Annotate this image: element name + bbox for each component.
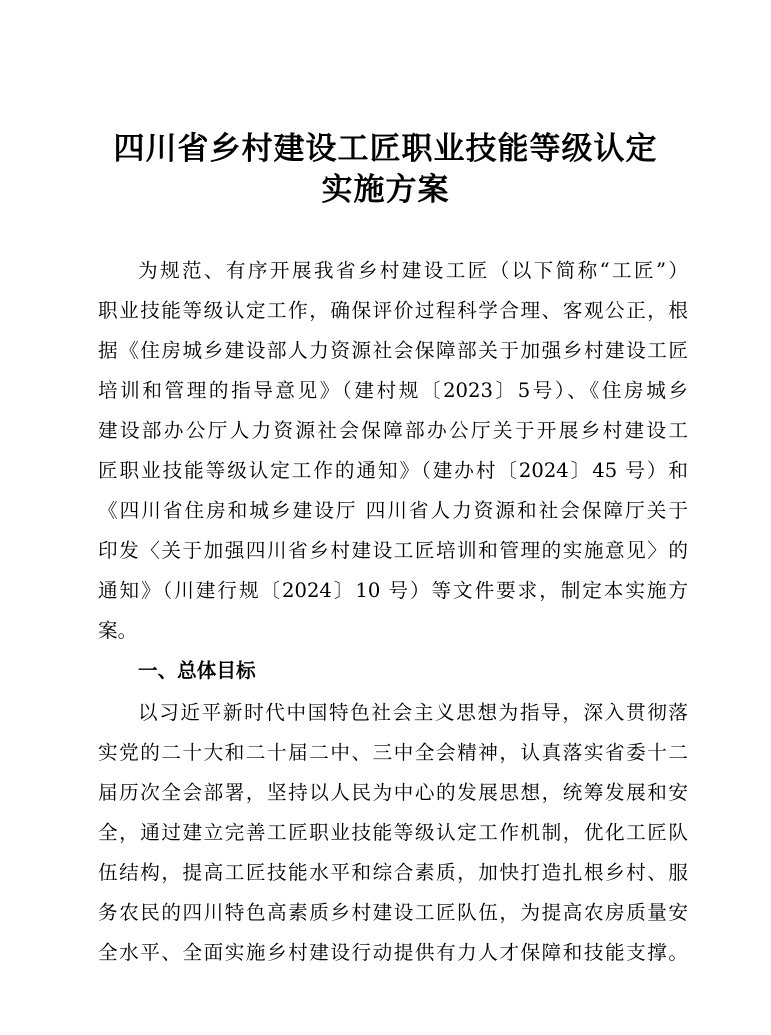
section1-line: 全，通过建立完善工匠职业技能等级认定工作机制，优化工匠队 [98, 821, 688, 844]
intro-line: 建设部办公厅人力资源社会保障部办公厅关于开展乡村建设工 [98, 419, 688, 442]
intro-line: 《四川省住房和城乡建设厅 四川省人力资源和社会保障厅关于 [98, 499, 688, 522]
intro-line: 培训和管理的指导意见》（建村规〔2023〕5号）、《住房城乡 [98, 379, 688, 402]
section1-line: 全水平、全面实施乡村建设行动提供有力人才保障和技能支撑。 [98, 941, 688, 964]
intro-line: 匠职业技能等级认定工作的通知》（建办村〔2024〕45 号）和 [98, 459, 688, 482]
section1-line: 务农民的四川特色高素质乡村建设工匠队伍，为提高农房质量安 [98, 901, 688, 924]
intro-line: 据《住房城乡建设部人力资源社会保障部关于加强乡村建设工匠 [98, 339, 688, 362]
section-heading-overall-goals: 一、总体目标 [138, 659, 256, 682]
section1-line: 伍结构，提高工匠技能水平和综合素质，加快打造扎根乡村、服 [98, 861, 688, 884]
intro-line: 为规范、有序开展我省乡村建设工匠（以下简称“工匠”） [138, 259, 688, 282]
intro-line: 职业技能等级认定工作，确保评价过程科学合理、客观公正，根 [98, 299, 688, 322]
section1-line: 实党的二十大和二十届二中、三中全会精神，认真落实省委十二 [98, 741, 688, 764]
intro-line: 案。 [98, 619, 138, 642]
section1-line: 以习近平新时代中国特色社会主义思想为指导，深入贯彻落 [138, 701, 688, 724]
document-title-line-2: 实施方案 [321, 172, 450, 208]
section1-line: 届历次全会部署，坚持以人民为中心的发展思想，统筹发展和安 [98, 781, 688, 804]
document-title-line-1: 四川省乡村建设工匠职业技能等级认定 [113, 131, 658, 167]
intro-line: 通知》（川建行规〔2024〕10 号）等文件要求，制定本实施方 [98, 579, 688, 602]
intro-line: 印发〈关于加强四川省乡村建设工匠培训和管理的实施意见〉的 [98, 539, 688, 562]
